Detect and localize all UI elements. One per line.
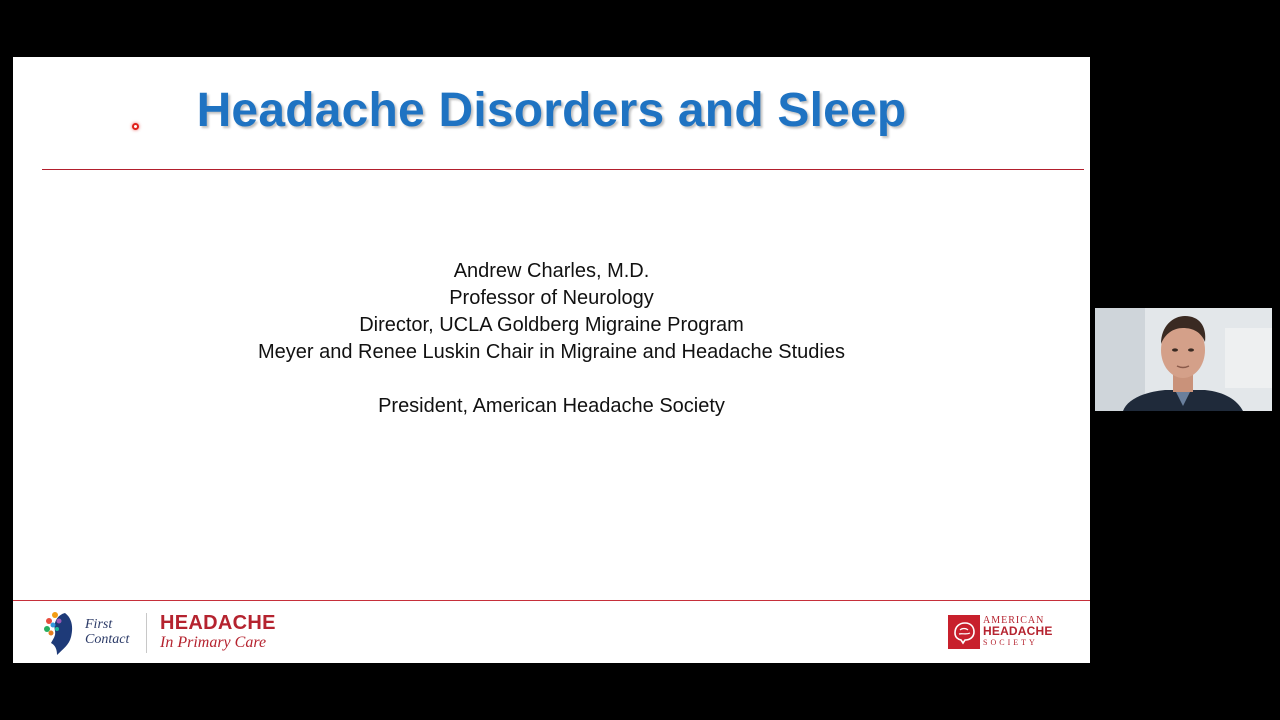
first-contact-wordmark	[85, 617, 129, 647]
first-contact-line2: Contact	[85, 632, 130, 647]
speaker-president: President, American Headache Society	[378, 395, 725, 417]
first-contact-line1: First	[85, 617, 113, 632]
logo-divider	[146, 613, 147, 653]
ahs-brain-logo-icon	[948, 615, 980, 649]
ahs-wordmark	[983, 615, 1053, 648]
ahs-line1: AMERICAN	[983, 615, 1045, 626]
first-contact-logo-icon	[43, 609, 83, 657]
speaker-director: Director, UCLA Goldberg Migraine Program	[359, 314, 744, 336]
headache-subtitle: In Primary Care	[160, 634, 267, 651]
ahs-line2: HEADACHE	[983, 624, 1053, 638]
title-divider	[42, 169, 1084, 170]
headache-primary-care-logo	[160, 612, 276, 652]
headache-title: HEADACHE	[160, 612, 276, 634]
speaker-name: Andrew Charles, M.D.	[453, 260, 650, 282]
spacer	[13, 366, 1090, 393]
presentation-slide	[13, 57, 1090, 663]
presenter-webcam-image	[1095, 308, 1272, 411]
speaker-chair: Meyer and Renee Luskin Chair in Migraine and Headache Studies	[257, 341, 845, 363]
slide-title: Headache Disorders and Sleep	[196, 84, 907, 137]
speaker-info	[13, 258, 1090, 420]
ahs-line3: SOCIETY	[983, 638, 1038, 647]
speaker-role: Professor of Neurology	[449, 287, 654, 309]
participant-video-tile[interactable]	[1095, 308, 1272, 411]
slide-footer	[13, 601, 1090, 663]
